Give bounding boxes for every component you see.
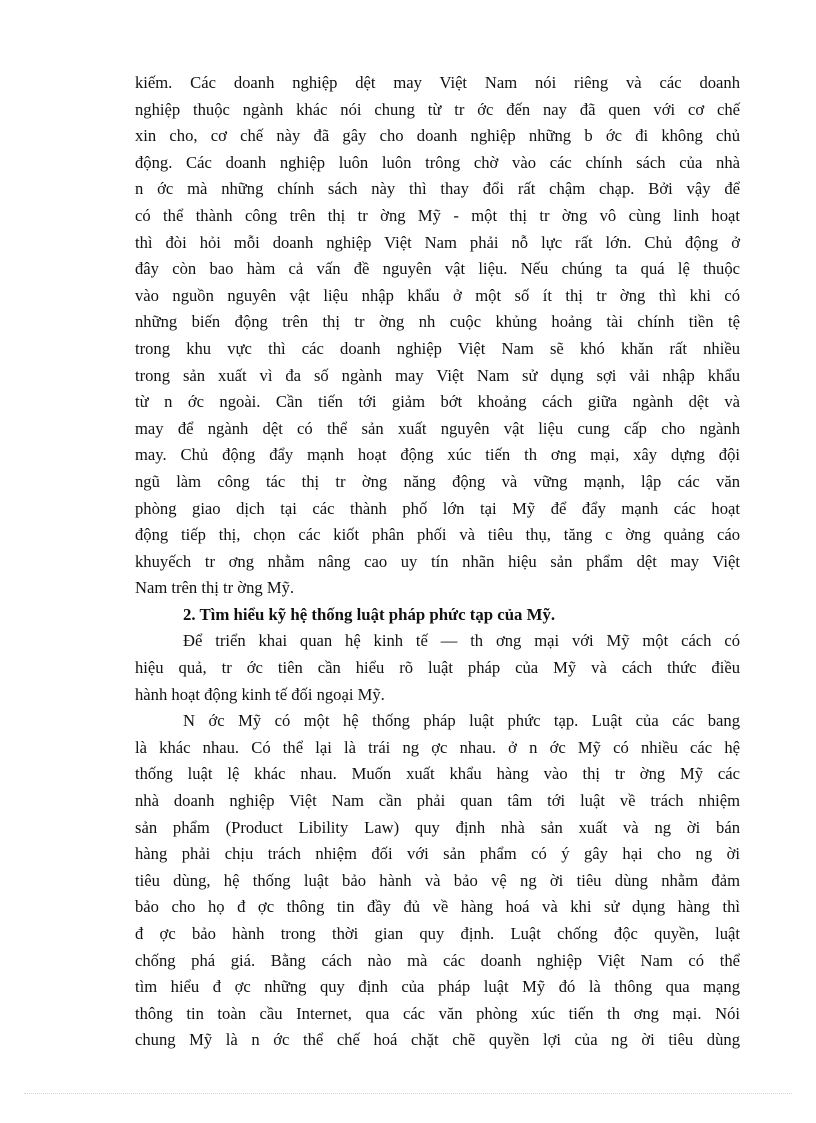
text-line: ngũ làm công tác thị tr ờng năng động và vững mạnh, lập các văn [135, 471, 740, 491]
text-line: thì đòi hỏi mỗi doanh nghiệp Việt Nam phải nỗ lực rất lớn. Chủ động ở [135, 232, 740, 252]
text-line: kiếm. Các doanh nghiệp dệt may Việt Nam nói riêng và các doanh [135, 73, 740, 92]
text-line: may để ngành dệt có thể sản xuất nguyên vật liệu cung cấp cho ngành [135, 418, 740, 438]
paragraph-trade-autonomy [135, 70, 740, 602]
page-bottom-divider [24, 1093, 792, 1094]
text-line: trong sản xuất vì đa số ngành may Việt Nam sử dụng sợi vải nhập khẩu [135, 365, 740, 385]
text-line: thống luật lệ khác nhau. Muốn xuất khẩu hàng vào thị tr ờng Mỹ các [135, 764, 740, 784]
text-line: vào nguồn nguyên vật liệu nhập khẩu ở một số ít thị tr ờng thì khi có [135, 285, 740, 305]
section-heading: 2. Tìm hiểu kỹ hệ thống luật pháp phức tạp của Mỹ. [183, 604, 556, 624]
text-line: bảo cho họ đ ợc thông tin đầy đủ về hàng hoá và khi sử dụng hàng thì [135, 897, 740, 917]
text-line: n ớc mà những chính sách này thì thay đổi rất chậm chạp. Bởi vậy để [135, 179, 740, 199]
text-line: đ ợc bảo hành trong thời gian quy định. Luật chống độc quyền, luật [135, 924, 740, 943]
text-line: thông tin toàn cầu Internet, qua các văn phòng xúc tiến th ơng mại. Nói [135, 1003, 740, 1023]
paragraph-understand-law [135, 628, 740, 708]
paragraph-us-legal-system [135, 708, 740, 1054]
text-line: đây còn bao hàm cả vấn đề nguyên vật liệu. Nếu chúng ta quá lệ thuộc [135, 259, 740, 279]
text-line: xin cho, cơ chế này đã gây cho doanh nghiệp những b ớc đi không chủ [135, 126, 740, 146]
text-line: động tiếp thị, chọn các kiốt phân phối và tiêu thụ, tăng c ờng quảng cáo [135, 525, 740, 545]
text-line: Để triển khai quan hệ kinh tế — th ơng mại với Mỹ một cách có [183, 631, 740, 651]
text-line: N ớc Mỹ có một hệ thống pháp luật phức tạp. Luật của các bang [183, 711, 740, 731]
document-page [135, 70, 740, 1054]
text-line: động. Các doanh nghiệp luôn luôn trông chờ vào các chính sách của nhà [135, 152, 740, 172]
text-line: Nam trên thị tr ờng Mỹ. [135, 578, 295, 598]
text-line: chung Mỹ là n ớc thể chế hoá chặt chẽ quyền lợi của ng ời tiêu dùng [135, 1030, 740, 1050]
text-line: chống phá giá. Bằng cách nào mà các doanh nghiệp Việt Nam có thể [135, 950, 740, 970]
text-line: là khác nhau. Có thể lại là trái ng ợc nhau. ở n ớc Mỹ có nhiều các hệ [135, 737, 740, 757]
text-line: tìm hiểu đ ợc những quy định của pháp luật Mỹ đó là thông qua mạng [135, 977, 740, 997]
text-line: may. Chủ động đẩy mạnh hoạt động xúc tiến th ơng mại, xây dựng đội [135, 445, 740, 465]
text-line: hiệu quả, tr ớc tiên cần hiểu rõ luật pháp của Mỹ và cách thức điều [135, 658, 740, 678]
text-line: có thể thành công trên thị tr ờng Mỹ - một thị tr ờng vô cùng linh hoạt [135, 205, 740, 225]
text-line: hành hoạt động kinh tế đối ngoại Mỹ. [135, 684, 385, 704]
text-line: tiêu dùng, hệ thống luật bảo hành và bảo vệ ng ời tiêu dùng nhằm đảm [135, 870, 740, 890]
text-line: hàng phải chịu trách nhiệm đối với sản phẩm có ý gây hại cho ng ời [135, 844, 740, 864]
text-line: sản phẩm (Product Libility Law) quy định nhà sản xuất và ng ời bán [135, 817, 740, 837]
text-line: nhà doanh nghiệp Việt Nam cần phải quan tâm tới luật về trách nhiệm [135, 791, 740, 811]
text-line: khuyếch tr ơng nhằm nâng cao uy tín nhãn hiệu sản phẩm dệt may Việt [135, 551, 740, 571]
text-line: phòng giao dịch tại các thành phố lớn tại Mỹ để đẩy mạnh các hoạt [135, 498, 740, 518]
text-line: từ n ớc ngoài. Cần tiến tới giảm bớt khoảng cách giữa ngành dệt và [135, 392, 740, 412]
text-line: trong khu vực thì các doanh nghiệp Việt Nam sẽ khó khăn rất nhiều [135, 338, 740, 358]
text-line: nghiệp thuộc ngành khác nói chung từ tr ớc đến nay đã quen với cơ chế [135, 99, 740, 119]
text-line: những biến động trên thị tr ờng nh cuộc khủng hoảng tài chính tiền tệ [135, 312, 740, 332]
